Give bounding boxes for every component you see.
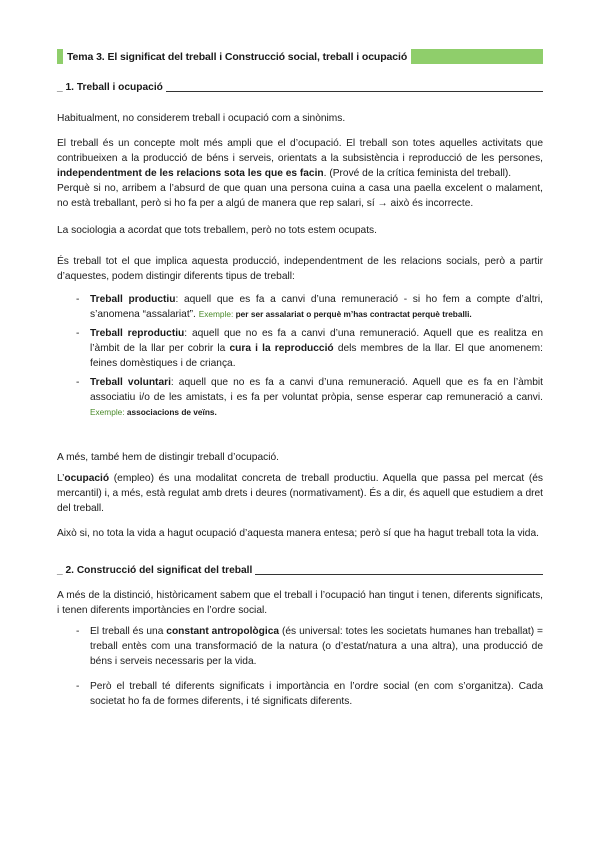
emphasis: independentment de les relacions sota les que es facin: [57, 168, 324, 179]
section-1-title: _ 1. Treball i ocupació: [57, 82, 163, 93]
section-1-rule: [166, 91, 543, 92]
section-1-heading: [57, 80, 543, 95]
section-2-title: _ 2. Construcció del significat del treball: [57, 565, 253, 576]
example-label: Exemple:: [90, 407, 125, 417]
paragraph: Perquè si no, arribem a l’absurd de que quan una persona cuina a casa una paella excelent o malament, no està treballant, però si ho fa per a algú de manera que rep salari, sí → això és incorrecte.: [57, 183, 543, 209]
paragraph: L’ocupació (empleo) és una modalitat concreta de treball productiu. Aquella que passa pel mercat (és mercantil) i, a més, està regulat amb drets i deures (normativament). És a dir, és aquell que estudiem a dret del treball.: [57, 473, 543, 514]
list-item: - El treball és una constant antropològica (és universal: totes les societats humanes han treballat) = treball entès com una transformació de la natura (o d’estat/natura a una altra), una producció de béns i serveis necessaris per la vida.: [57, 624, 543, 669]
meaning-list: [57, 624, 543, 709]
paragraph: Això si, no tota la vida a hagut ocupació d’aquesta manera entesa; però sí que ha hagut treball tota la vida.: [57, 528, 539, 539]
example-label: Exemple:: [198, 309, 234, 319]
topic-header: [57, 49, 543, 64]
section-2-rule: [255, 574, 543, 575]
work-types-list: [57, 292, 543, 420]
list-item: - Treball voluntari: aquell que no es fa a canvi d’una remuneració. Aquell que es fa en l’àmbit associatiu i/o de les amistats, i es fa per voluntat pròpia, sense esperar cap remuneració a canvi. Exemple: associacions de veïns.: [57, 375, 543, 420]
section-2-heading: [57, 563, 543, 578]
paragraph: El treball és un concepte molt més ampli que el d’ocupació. El treball son totes aquelles activitats que contribueixen a la producció de béns i serveis, orientats a la subsistència i reproducció de les persones, independentment de les relacions sota les que es facin. (Prové de la crítica feminista del treball).: [57, 138, 543, 179]
list-item: - Però el treball té diferents significats i importància en l’ordre social (en com s’organitza). Cada societat ho fa de formes diferents, i té significats diferents.: [57, 679, 543, 709]
header-accent-right: [411, 49, 543, 64]
paragraph: A més, també hem de distingir treball d’ocupació.: [57, 452, 279, 463]
paragraph: És treball tot el que implica aquesta producció, independentment de les relacions socials, però a partir d’aquestes, podem distingir diferents tipus de treball:: [57, 256, 543, 282]
emphasis: ocupació: [64, 473, 110, 484]
document-body: [57, 80, 543, 709]
topic-title: Tema 3. El significat del treball i Construcció social, treball i ocupació: [67, 50, 408, 63]
list-item: - Treball productiu: aquell que es fa a canvi d’una remuneració - si ho fem a compte d’altri, s’anomena “assalariat”. Exemple: per ser assalariat o perquè m’has contractat perquè treballi.: [57, 292, 543, 322]
paragraph: A més de la distinció, històricament sabem que el treball i l’ocupació han tingut i tenen, diferents significats, i tenen diferents importàncies en l’ordre social.: [57, 590, 543, 616]
paragraph: La sociologia a acordat que tots treballem, però no tots estem ocupats.: [57, 225, 377, 236]
list-item: - Treball reproductiu: aquell que no es fa a canvi d’una remuneració. Aquell que es realitza en l’àmbit de la llar per cobrir la cura i la reproducció dels membres de la llar. El que anomenem: feines domèstiques i de criança.: [57, 326, 543, 371]
paragraph: Habitualment, no considerem treball i ocupació com a sinònims.: [57, 113, 346, 124]
